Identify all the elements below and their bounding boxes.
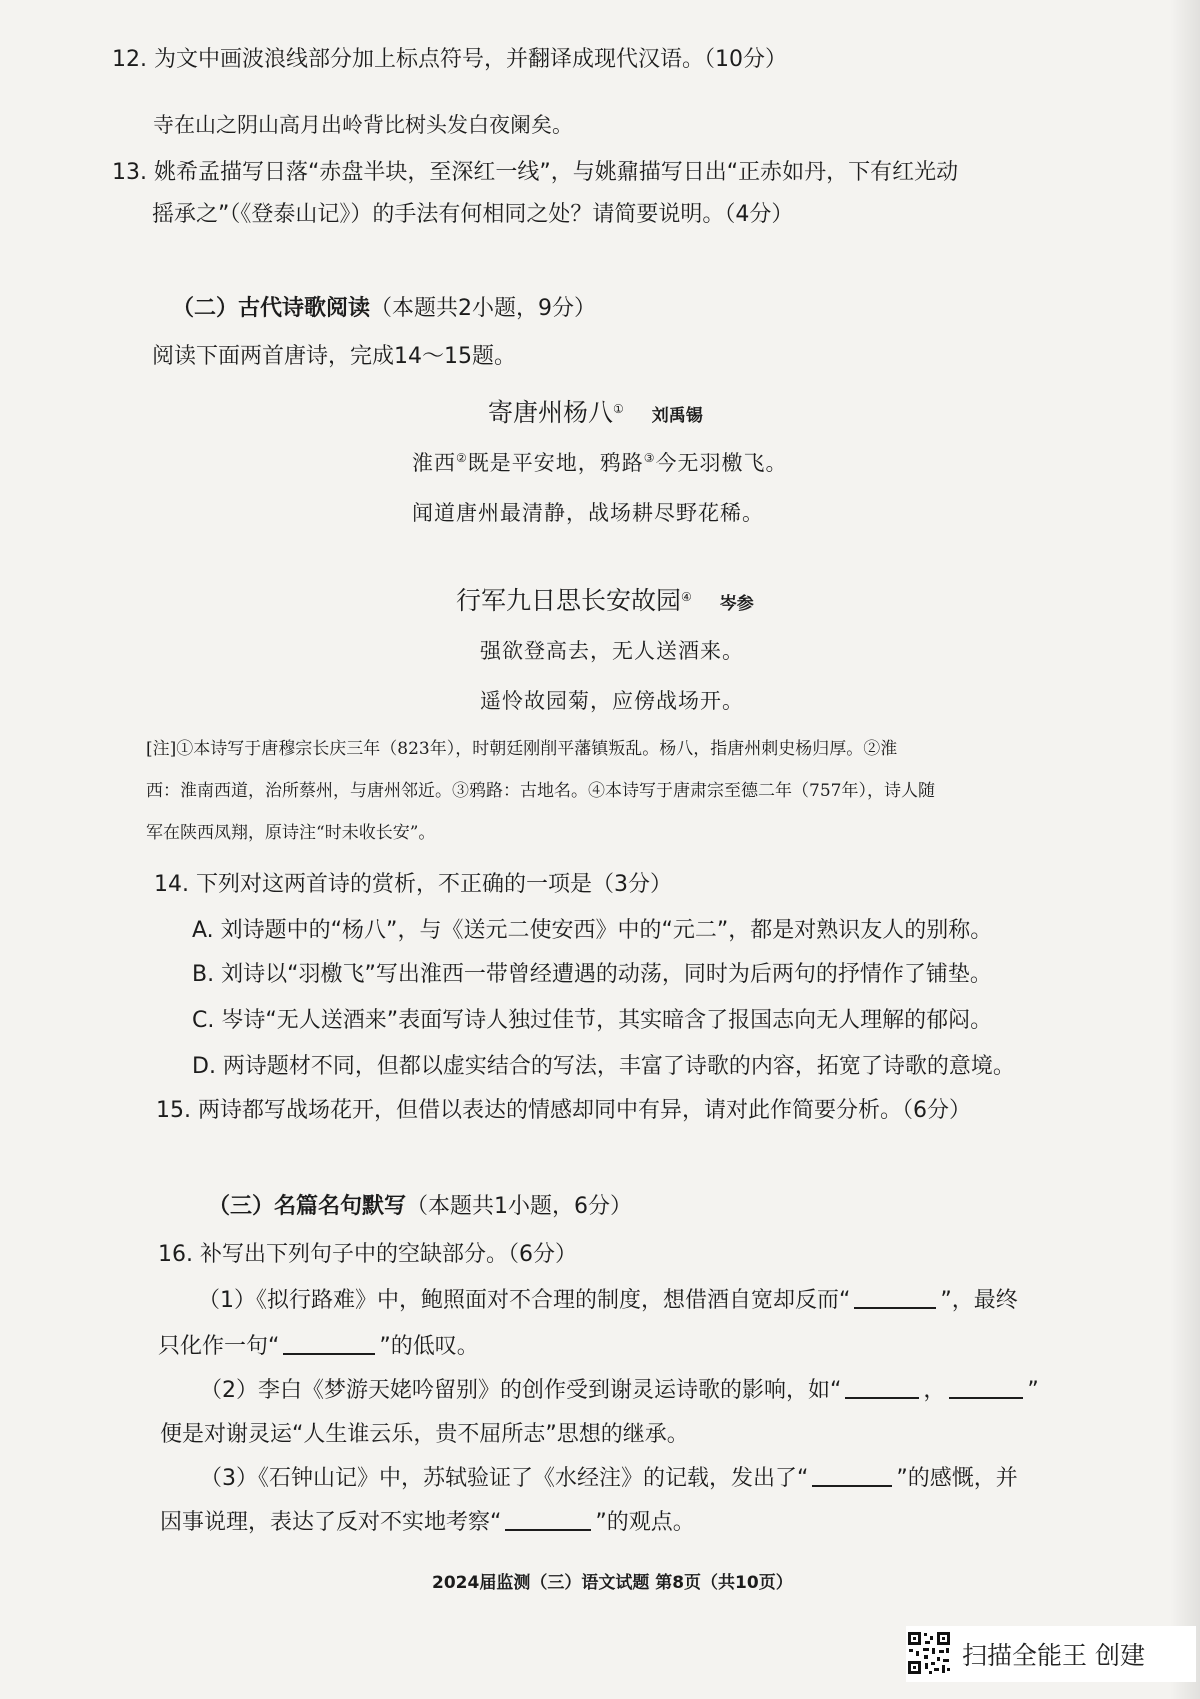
notes-line-3: 军在陕西凤翔，原诗注“时未收长安”。	[146, 823, 436, 843]
question-14: 14. 下列对这两首诗的赏析，不正确的一项是（3分）	[154, 872, 672, 897]
section-3-info: （本题共1小题，6分）	[406, 1194, 633, 1219]
question-14-option-d: D. 两诗题材不同，但都以虚实结合的写法，丰富了诗歌的内容，拓宽了诗歌的意境。	[192, 1054, 1015, 1079]
poem-1-line-1: 淮西②既是平安地，鸦路③今无羽檄飞。	[412, 451, 788, 475]
question-16-item-2-line-2: 便是对谢灵运“人生谁云乐，贵不屈所志”思想的继承。	[160, 1422, 689, 1447]
scanner-watermark-text: 扫描全能王 创建	[962, 1641, 1145, 1670]
poem-1-author: 刘禹锡	[651, 406, 703, 426]
question-15: 15. 两诗都写战场花开，但借以表达的情感却同中有异，请对此作简要分析。（6分）	[156, 1098, 971, 1123]
section-2-instruction: 阅读下面两首唐诗，完成14～15题。	[152, 344, 516, 369]
section-2-heading	[172, 294, 596, 324]
answer-blank[interactable]	[505, 1509, 591, 1531]
section-2-info: （本题共2小题，9分）	[370, 296, 597, 321]
page-footer: 2024届监测（三）语文试题 第8页（共10页）	[432, 1573, 793, 1593]
answer-blank[interactable]	[283, 1333, 375, 1355]
question-16-item-3-line-2: 因事说理，表达了反对不实地考察“ ”的观点。	[160, 1510, 695, 1535]
poem-1-line-2: 闻道唐州最清静，战场耕尽野花稀。	[412, 501, 764, 525]
question-14-option-b: B. 刘诗以“羽檄飞”写出淮西一带曾经遭遇的动荡，同时为后两句的抒情作了铺垫。	[192, 962, 992, 987]
question-13-line-1: 13. 姚希孟描写日落“赤盘半块，至深红一线”，与姚鼐描写日出“正赤如丹，下有红光动	[112, 160, 959, 185]
section-3-title: （三）名篇名句默写	[208, 1194, 407, 1219]
question-16-item-3-line-1: （3）《石钟山记》中，苏轼验证了《水经注》的记载，发出了“ ”的感慨，并	[200, 1466, 1018, 1491]
question-12-passage: 寺在山之阴山高月出岭背比树头发白夜阑矣。	[153, 113, 573, 137]
qr-code-icon	[906, 1630, 952, 1676]
poem-2-title: 行军九日思长安故园	[456, 586, 682, 615]
question-13-line-2: 摇承之”（《登泰山记》）的手法有何相同之处？请简要说明。（4分）	[152, 202, 794, 227]
answer-blank[interactable]	[845, 1377, 919, 1399]
notes-line-2: 西：淮南西道，治所蔡州，与唐州邻近。③鸦路：古地名。④本诗写于唐肃宗至德二年（757年），诗人随	[146, 781, 935, 801]
question-16-item-1-line-2: 只化作一句“ ”的低叹。	[158, 1334, 479, 1359]
poem-2-line-1: 强欲登高去，无人送酒来。	[480, 639, 744, 663]
question-14-option-a: A. 刘诗题中的“杨八”，与《送元二使安西》中的“元二”，都是对熟识友人的别称。	[192, 918, 993, 943]
poem-1-title: 寄唐州杨八	[488, 398, 614, 427]
answer-blank[interactable]	[812, 1465, 892, 1487]
poem-2-heading	[456, 586, 754, 619]
question-16-item-2-line-1: （2）李白《梦游天姥吟留别》的创作受到谢灵运诗歌的影响，如“ ， ”	[200, 1378, 1039, 1403]
question-14-option-c: C. 岑诗“无人送酒来”表面写诗人独过佳节，其实暗含了报国志向无人理解的郁闷。	[192, 1008, 993, 1033]
poem-2-line-2: 遥怜故园菊，应傍战场开。	[480, 689, 744, 713]
poem-2-note-mark: ④	[681, 590, 692, 604]
poem-1-note-mark: ①	[613, 402, 624, 416]
poem-2-author: 岑参	[719, 594, 754, 614]
notes-line-1: [注]①本诗写于唐穆宗长庆三年（823年），时朝廷刚削平藩镇叛乱。杨八，指唐州刺史杨归厚。②淮	[146, 739, 898, 759]
question-16: 16. 补写出下列句子中的空缺部分。（6分）	[158, 1242, 577, 1267]
section-2-title: （二）古代诗歌阅读	[172, 296, 371, 321]
answer-blank[interactable]	[854, 1287, 936, 1309]
poem-1-heading	[488, 398, 703, 431]
answer-blank[interactable]	[949, 1377, 1023, 1399]
question-12: 12. 为文中画波浪线部分加上标点符号，并翻译成现代汉语。（10分）	[112, 47, 787, 72]
scan-shadow	[1170, 0, 1200, 1699]
question-16-item-1-line-1: （1）《拟行路难》中，鲍照面对不合理的制度，想借酒自宽却反而“ ”，最终	[198, 1288, 1018, 1313]
section-3-heading	[208, 1192, 632, 1222]
